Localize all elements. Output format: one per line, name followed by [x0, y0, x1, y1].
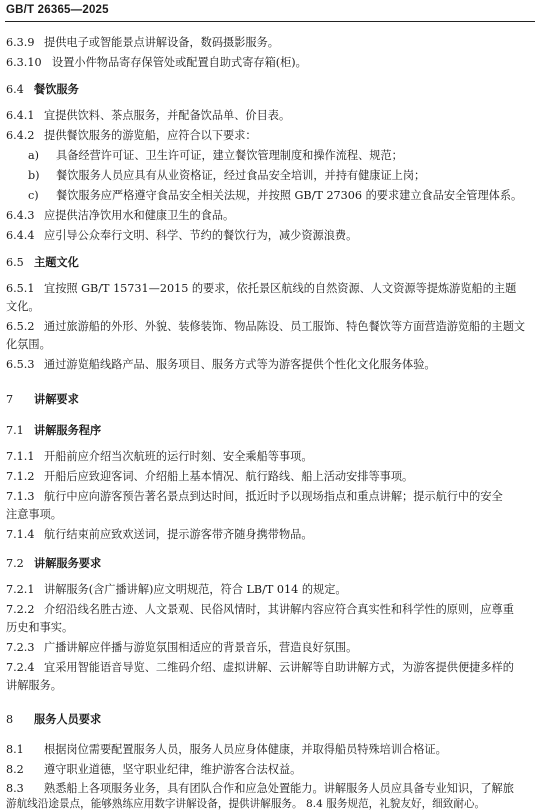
clause-line: 7.2.1 讲解服务(含广播讲解)应文明规范，符合 LB/T 014 的规定。 [6, 583, 347, 596]
clause-line: 7.1.2 开船后应致迎客词、介绍船上基本情况、航行路线、船上活动安排等事项。 [6, 470, 414, 483]
clause-line: 7.1.3 航行中应向游客预告著名景点到达时间，抵近时予以现场指点和重点讲解；提示航行中的安全 [6, 490, 503, 503]
standard-code: GB/T 26365—2025 [6, 4, 109, 16]
clause-continuation: 讲解服务。 [6, 679, 62, 692]
clause-continuation: 化氛围。 [6, 338, 51, 351]
clause-line: 7.2.4 宜采用智能语音导览、二维码介绍、虚拟讲解、云讲解等自助讲解方式，为游客提供便捷多样的 [6, 661, 514, 674]
clause-line: 6.5.2 通过旅游船的外形、外貌、装修装饰、物品陈设、员工服饰、特色餐饮等方面营造游览船的主题文 [6, 320, 526, 333]
clause-line: 7.2.2 介绍沿线名胜古迹、人文景观、民俗风情时，其讲解内容应符合真实性和科学性的原则，应尊重 [6, 603, 514, 616]
clause-line: 8.1 根据岗位需要配置服务人员，服务人员应身体健康，并取得船员特殊培训合格证。 [6, 743, 447, 756]
section-heading: 7.1 讲解服务程序 [6, 424, 102, 437]
clause-line: 8.2 遵守职业道德，坚守职业纪律，维护游客合法权益。 [6, 763, 302, 776]
chapter-heading: 7 讲解要求 [6, 393, 79, 406]
clause-line: 8.3 熟悉船上各项服务业务，具有团队合作和应急处置能力。讲解服务人员应具备专业知识，了解旅 [6, 782, 514, 795]
clause-line: 6.3.10 设置小件物品寄存保管处或配置自助式寄存箱(柜)。 [6, 56, 307, 69]
clause-continuation: 文化。 [6, 300, 40, 313]
clause-line: 6.4.1 宜提供饮料、茶点服务，并配备饮品单、价目表。 [6, 109, 291, 122]
clause-line: 7.1.1 开船前应介绍当次航班的运行时刻、安全乘船等事项。 [6, 450, 313, 463]
header-divider [5, 21, 535, 22]
section-heading: 7.2 讲解服务要求 [6, 557, 102, 570]
clause-line: 6.4.4 应引导公众奉行文明、科学、节约的餐饮行为，减少资源浪费。 [6, 229, 358, 242]
clause-line: 7.1.4 航行结束前应致欢送词，提示游客带齐随身携带物品。 [6, 528, 313, 541]
clause-continuation: 注意事项。 [6, 508, 62, 521]
clause-continuation: 历史和事实。 [6, 621, 74, 634]
section-heading: 6.4 餐饮服务 [6, 83, 79, 96]
clause-line: 6.3.9 提供电子或智能景点讲解设备，数码摄影服务。 [6, 36, 279, 49]
clause-line: 6.5.1 宜按照 GB/T 15731—2015 的要求，依托景区航线的自然资源、人文资源等提炼游览船的主题 [6, 282, 517, 295]
list-item: b) 餐饮服务人员应具有从业资格证，经过食品安全培训，并持有健康证上岗； [28, 169, 426, 182]
list-item: c) 餐饮服务应严格遵守食品安全相关法规，并按照 GB/T 27306 的要求建立食品安全管理体系。 [28, 189, 523, 202]
section-heading: 6.5 主题文化 [6, 256, 79, 269]
clause-line: 6.4.3 应提供洁净饮用水和健康卫生的食品。 [6, 209, 235, 222]
clause-line: 6.5.3 通过游览船线路产品、服务项目、服务方式等为游客提供个性化文化服务体验。 [6, 358, 436, 371]
clause-line: 7.2.3 广播讲解应伴播与游览氛围相适应的背景音乐，营造良好氛围。 [6, 641, 358, 654]
clause-continuation: 游航线沿途景点，能够熟练应用数字讲解设备，提供讲解服务。 8.4 服务规范，礼貌友好，细致耐心。 [6, 798, 486, 810]
chapter-heading: 8 服务人员要求 [6, 713, 102, 726]
list-item: a) 具备经营许可证、卫生许可证，建立餐饮管理制度和操作流程、规范； [28, 149, 403, 162]
clause-line: 6.4.2 提供餐饮服务的游览船，应符合以下要求： [6, 129, 257, 142]
